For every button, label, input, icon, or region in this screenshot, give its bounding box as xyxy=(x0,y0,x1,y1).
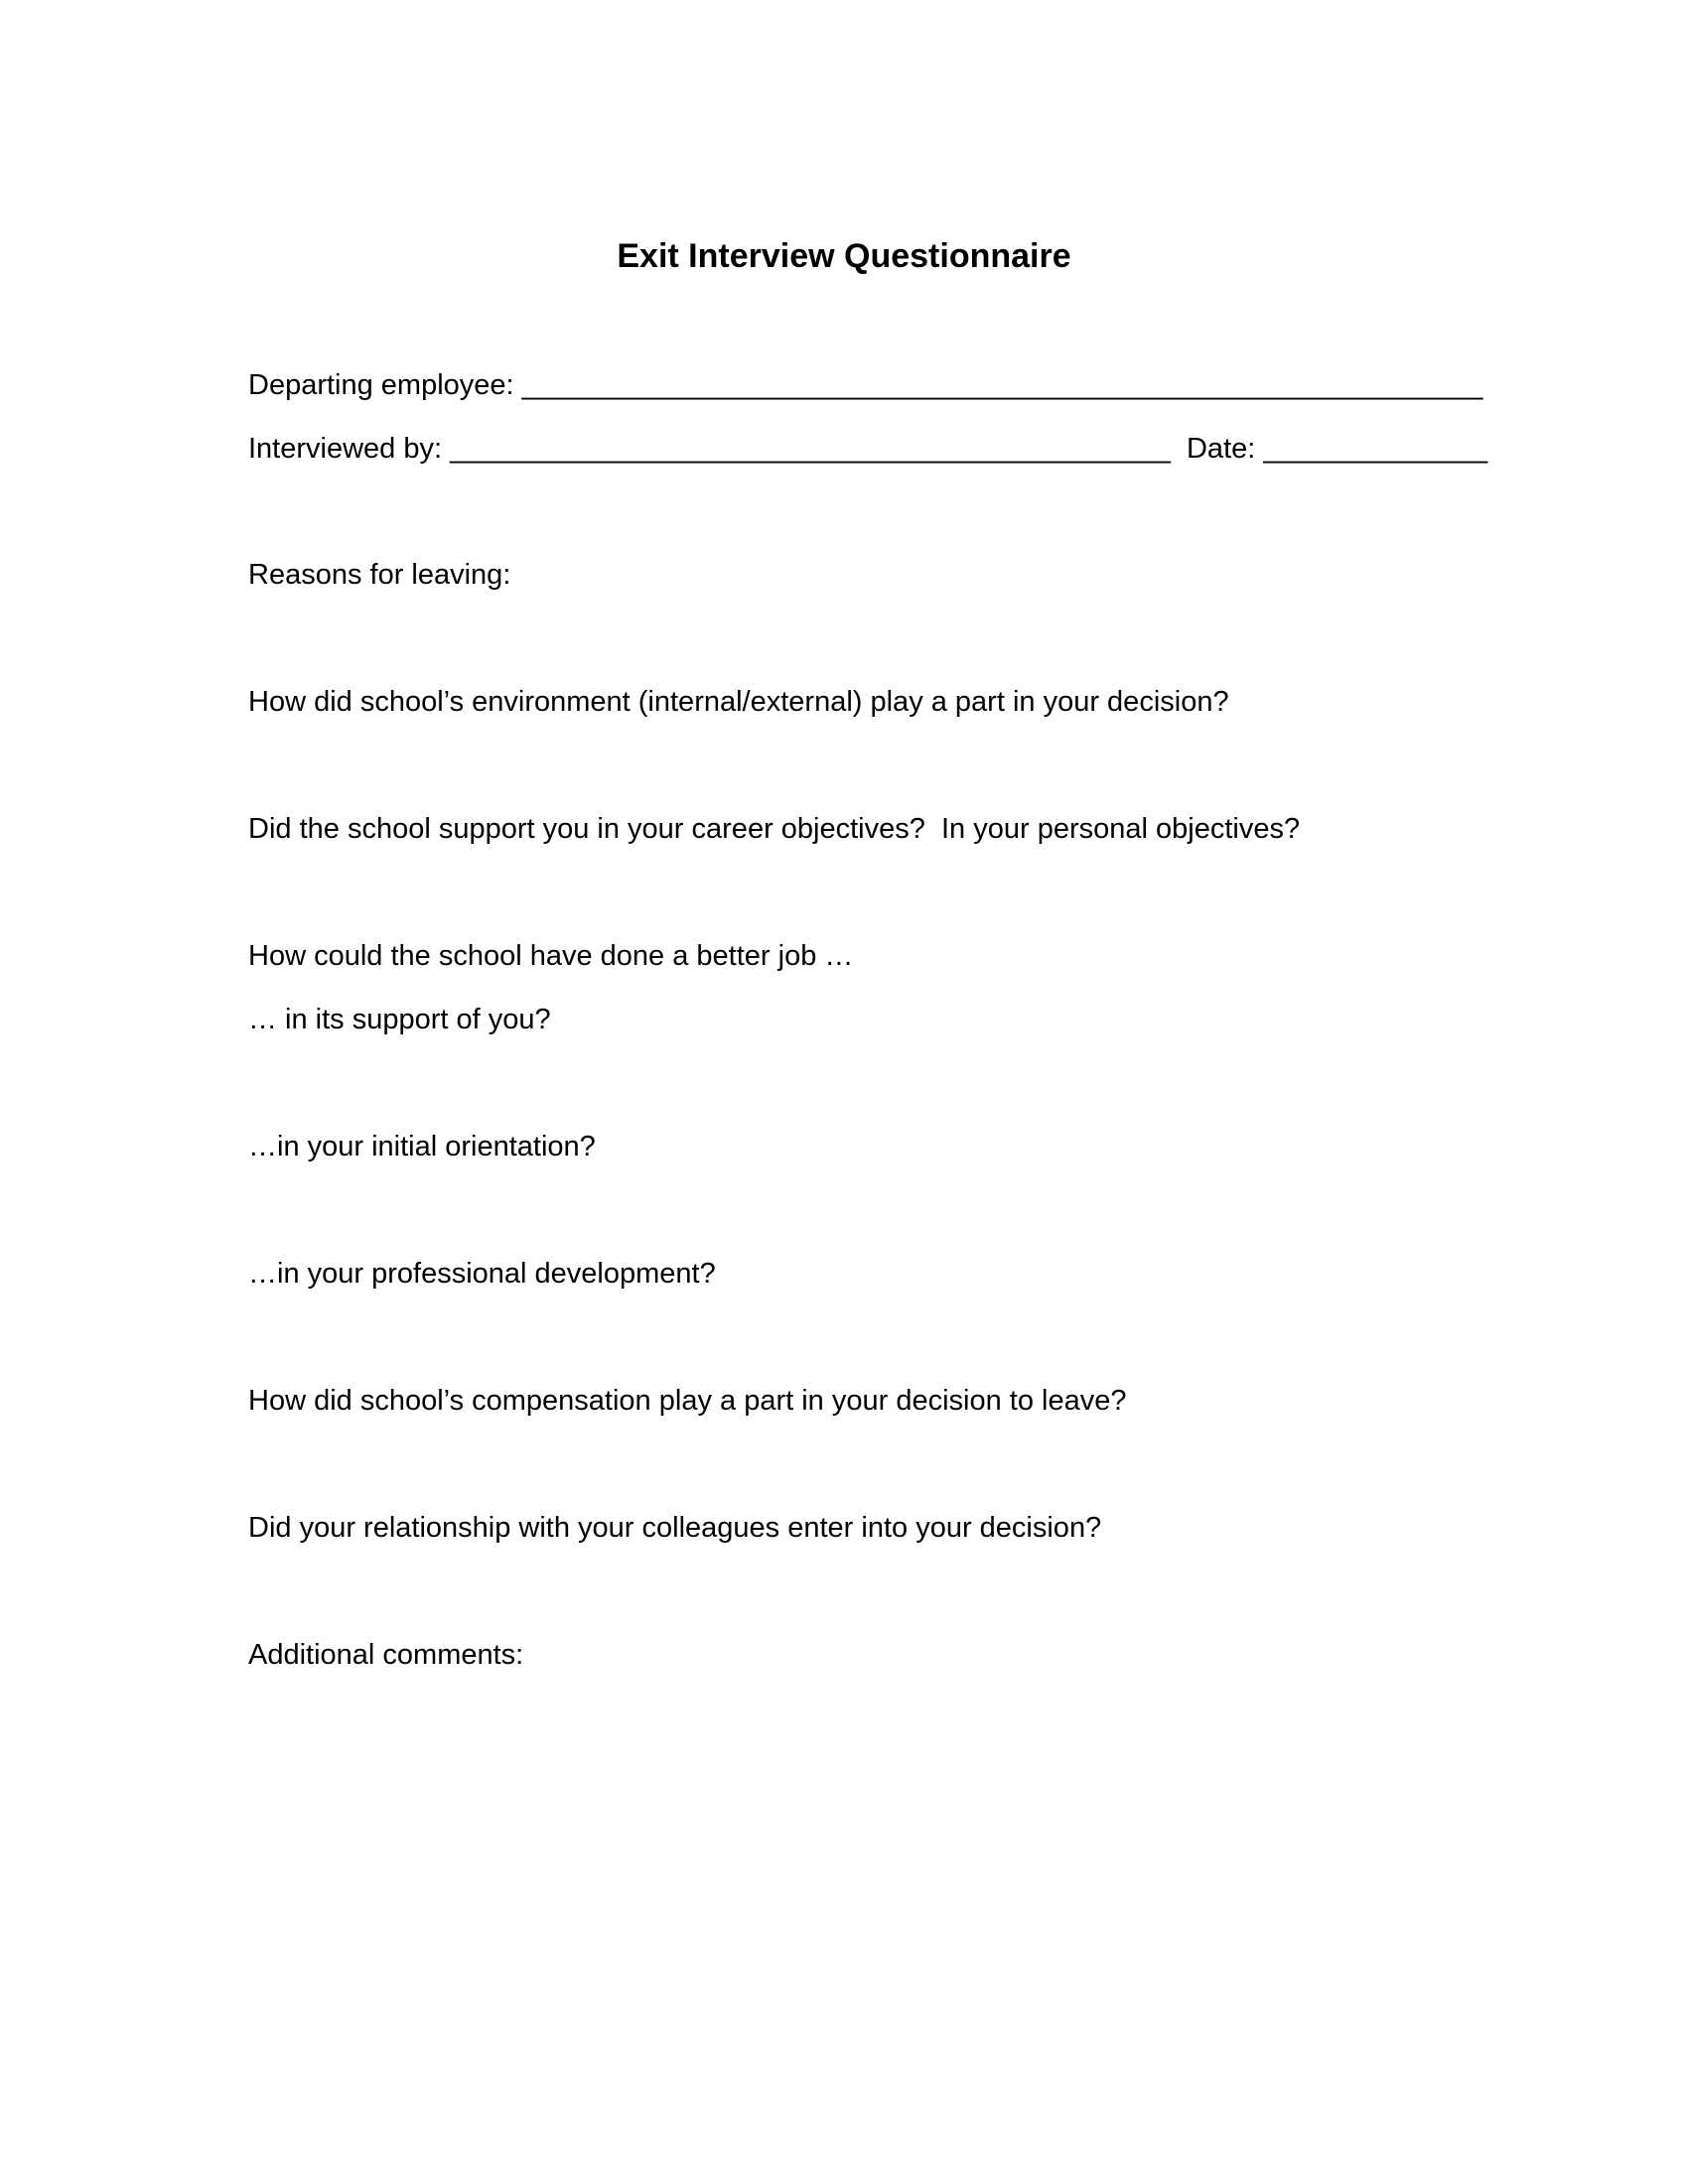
interviewed-by-date-field[interactable]: Interviewed by: _____________________________________________ Date: ______________ xyxy=(248,433,1488,465)
question-career-support: Did the school support you in your career objectives? In your personal objectives? xyxy=(248,813,1301,845)
question-better-job: How could the school have done a better job … xyxy=(248,940,854,972)
question-support-of-you: … in its support of you? xyxy=(248,1004,551,1035)
question-school-environment: How did school’s environment (internal/external) play a part in your decision? xyxy=(248,686,1229,718)
question-reasons-for-leaving: Reasons for leaving: xyxy=(248,559,511,591)
question-compensation: How did school’s compensation play a part in your decision to leave? xyxy=(248,1385,1127,1417)
page-title: Exit Interview Questionnaire xyxy=(617,237,1071,275)
question-professional-development: …in your professional development? xyxy=(248,1258,716,1290)
departing-employee-field[interactable]: Departing employee: ____________________________________________________________ xyxy=(248,369,1483,401)
question-initial-orientation: …in your initial orientation? xyxy=(248,1131,596,1162)
question-additional-comments: Additional comments: xyxy=(248,1639,524,1671)
question-colleague-relationship: Did your relationship with your colleagues enter into your decision? xyxy=(248,1512,1102,1544)
